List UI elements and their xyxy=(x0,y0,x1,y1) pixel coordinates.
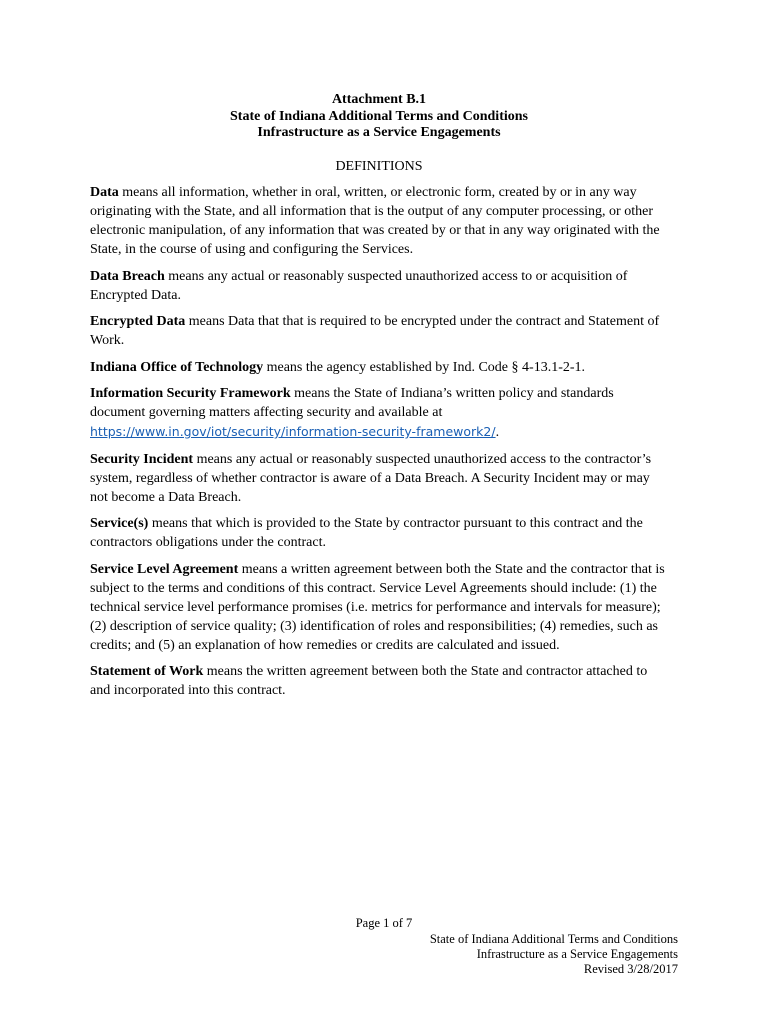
definition-security-incident xyxy=(90,450,670,507)
security-framework-link[interactable]: https://www.in.gov/iot/security/information-security-framework2/ xyxy=(90,424,496,439)
definition-services xyxy=(90,514,670,552)
definition-term: Data xyxy=(90,185,119,200)
definition-term: Encrypted Data xyxy=(90,314,186,329)
footer-revision: Revised 3/28/2017 xyxy=(583,962,678,976)
definition-term: Service Level Agreement xyxy=(90,561,239,577)
definition-service-level-agreement xyxy=(90,560,670,655)
definition-text: means Data that that is required to be encrypted under the contract and Statement of Work. xyxy=(90,314,660,348)
definition-data xyxy=(90,183,670,259)
section-title-definitions: DEFINITIONS xyxy=(335,159,423,174)
page-number: Page 1 of 7 xyxy=(355,916,413,930)
attachment-title: Attachment B.1 xyxy=(331,92,427,107)
definition-term: Information Security Framework xyxy=(90,386,291,401)
definition-text-end: . xyxy=(495,425,500,440)
definition-text: means a written agreement between both the State and the contractor that is subject to the terms and conditions of this contract. Service Level Agreements should include: (1) the technical service level performance promises (i.e. metrics for performance and intervals for measure); (2) description of service quality; (3) identification of roles and responsibilities; (4) remedies, such as credits; and (5) an explanation of how remedies or credits are calculated and issued. xyxy=(90,561,665,653)
document-subtitle: Infrastructure as a Service Engagements xyxy=(257,125,501,140)
footer-title: State of Indiana Additional Terms and Conditions xyxy=(429,932,678,946)
definition-information-security-framework xyxy=(90,384,670,442)
definition-term: Indiana Office of Technology xyxy=(90,359,264,375)
definition-text: means that which is provided to the State by contractor pursuant to this contract and the contractors obligations under the contract. xyxy=(90,516,643,550)
footer-subtitle: Infrastructure as a Service Engagements xyxy=(476,947,678,961)
document-title: State of Indiana Additional Terms and Conditions xyxy=(230,108,528,124)
definitions-list xyxy=(90,183,670,708)
definition-term: Statement of Work xyxy=(90,664,204,679)
definition-encrypted-data xyxy=(90,312,670,350)
definition-text: means any actual or reasonably suspected unauthorized access to the contractor’s system, regardless of whether contractor is aware of a Data Breach. A Security Incident may or may not become a Data Breach. xyxy=(90,451,652,505)
definition-text: means the agency established by Ind. Code § 4-13.1-2-1. xyxy=(263,359,586,375)
definition-text: means all information, whether in oral, written, or electronic form, created by or in any way originating with the State, and all information that is the output of any computer processing, or other electronic manipulation, of any information that was created by or that in any way originated with the State, in the course of using and configuring the Services. xyxy=(90,185,660,257)
definition-text: means the written agreement between both the State and contractor attached to and incorporated into this contract. xyxy=(90,664,648,698)
definition-indiana-office-of-technology xyxy=(90,358,670,377)
page-footer xyxy=(430,932,678,977)
definition-text: means any actual or reasonably suspected unauthorized access to or acquisition of Encrypted Data. xyxy=(90,268,628,303)
definition-term: Data Breach xyxy=(90,268,165,284)
definition-text: means the State of Indiana’s written policy and standards document governing matters affecting security and available at xyxy=(90,386,614,420)
definition-data-breach xyxy=(90,267,670,305)
document-heading xyxy=(0,92,758,142)
definition-term: Service(s) xyxy=(90,516,149,531)
definition-statement-of-work xyxy=(90,662,670,700)
definition-term: Security Incident xyxy=(90,451,194,467)
